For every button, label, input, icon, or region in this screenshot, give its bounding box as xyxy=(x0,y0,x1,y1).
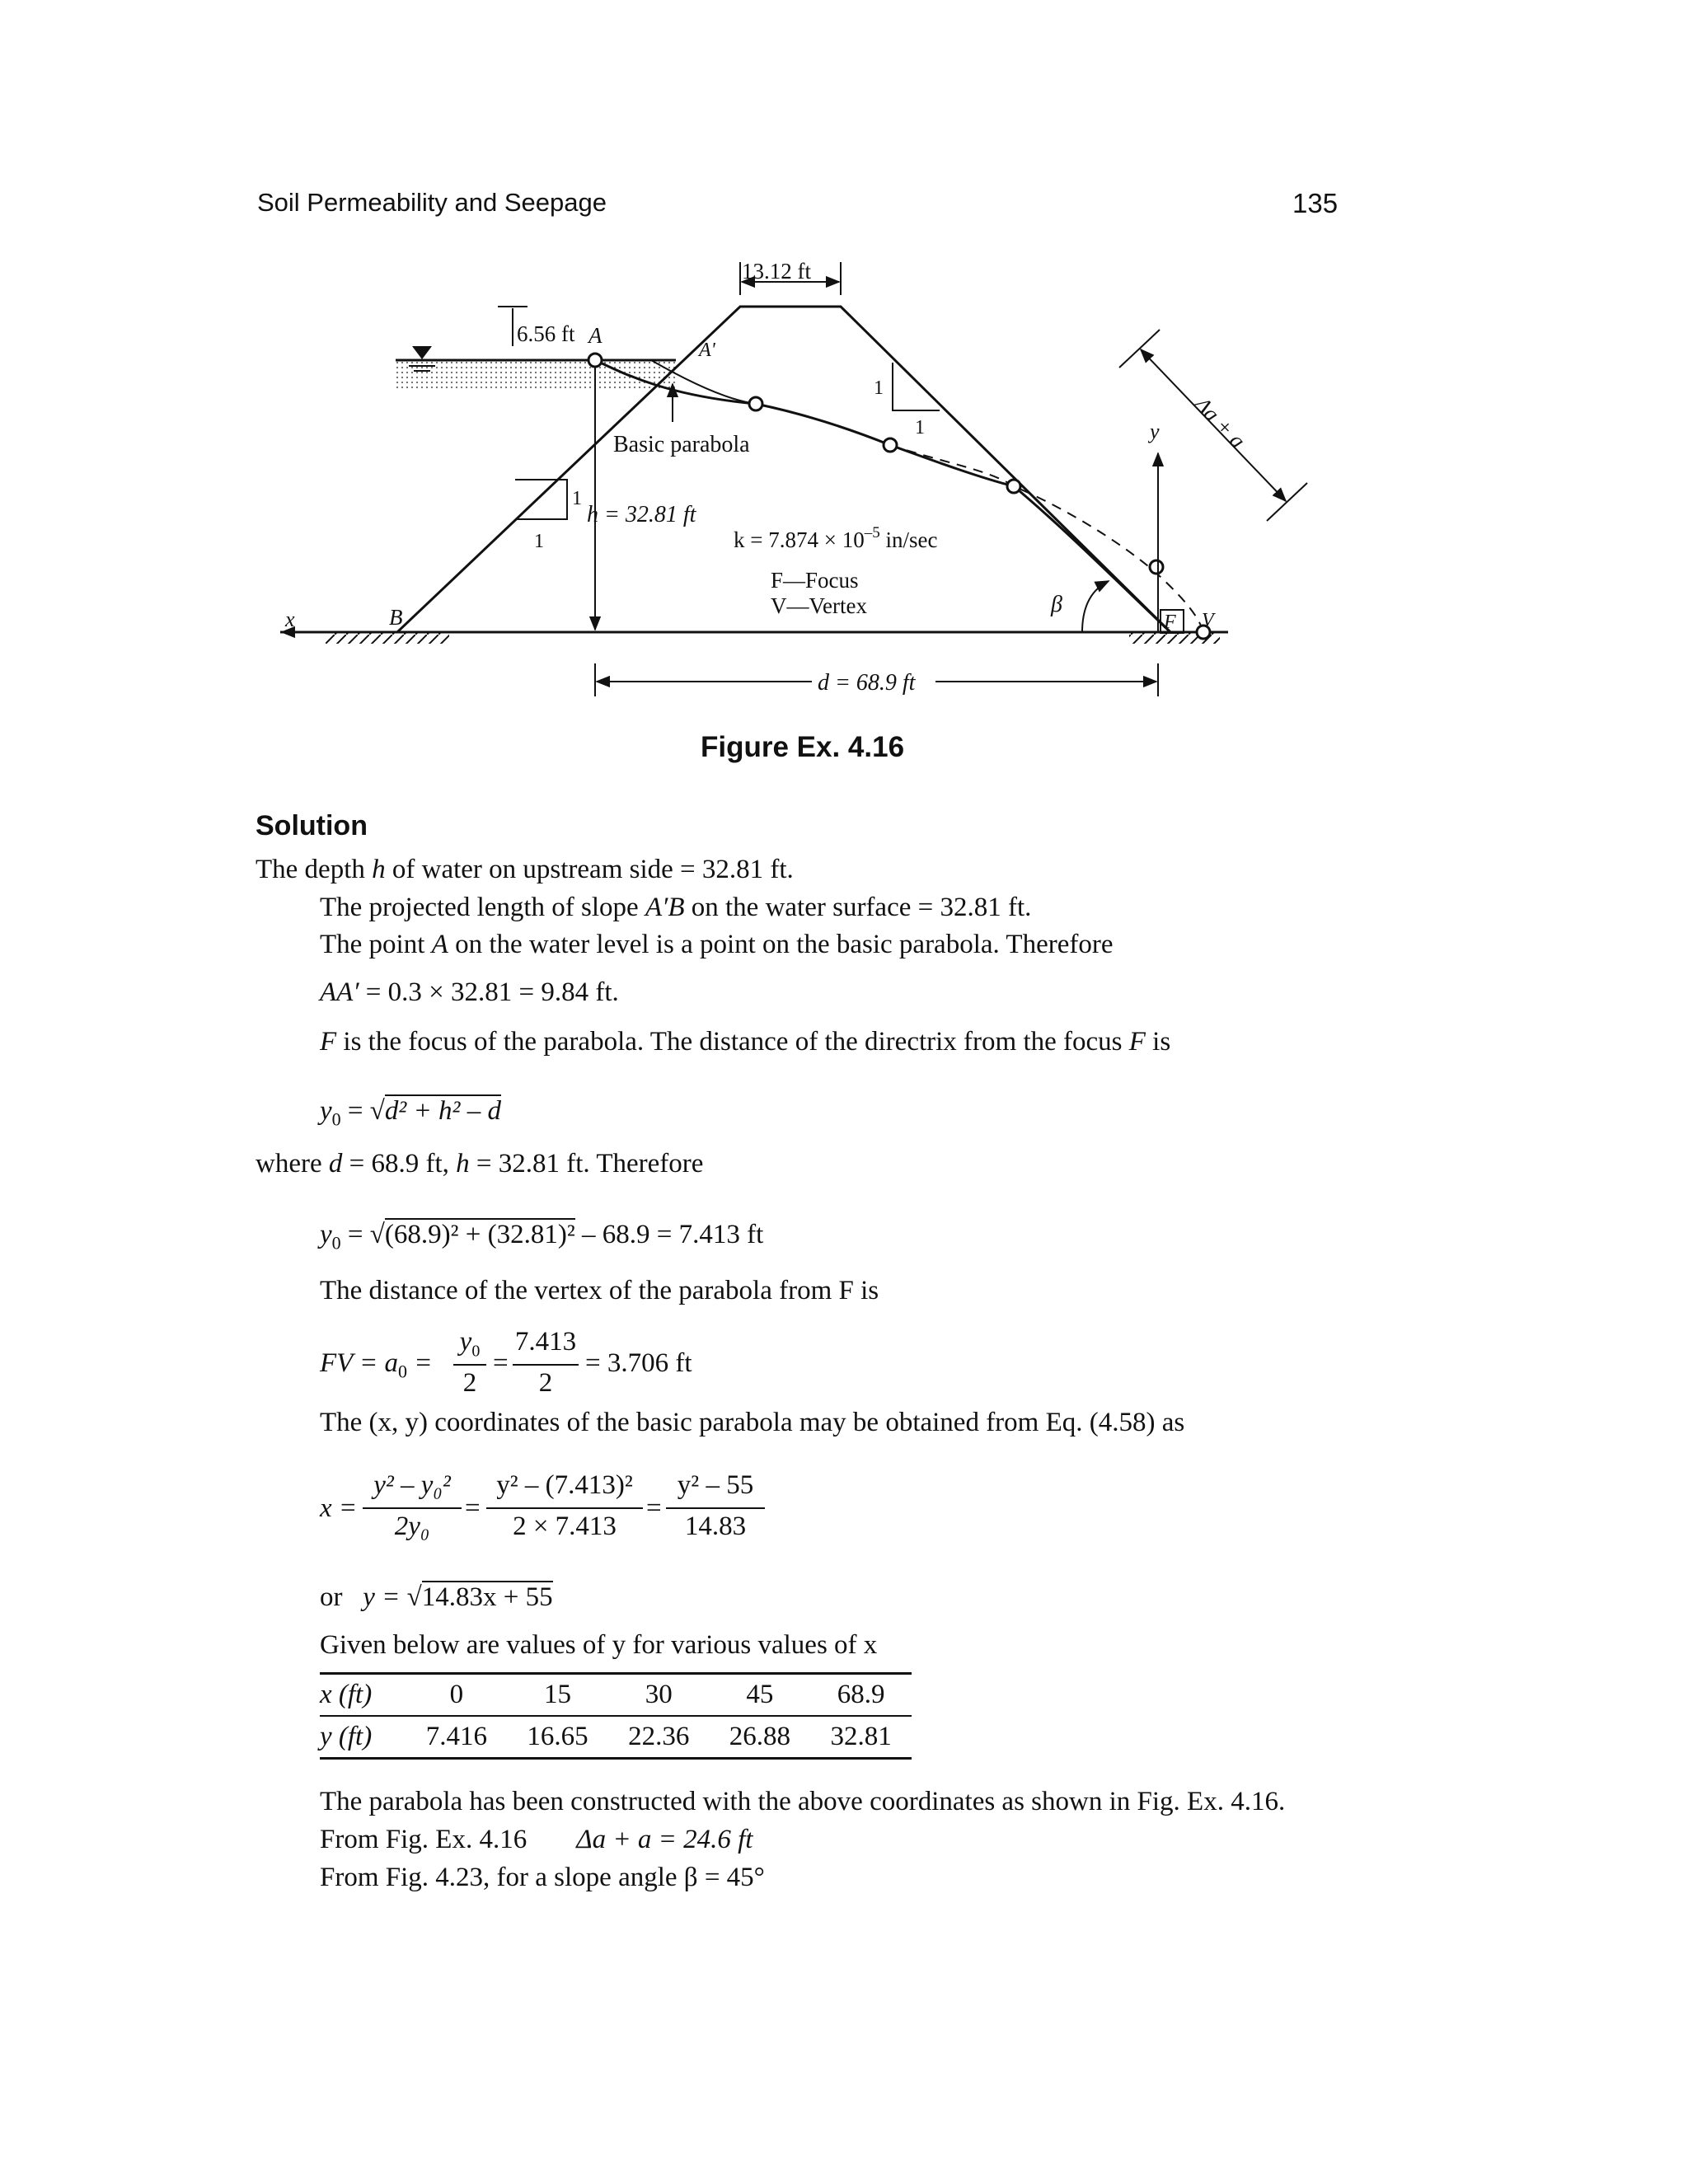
solution-heading: Solution xyxy=(256,810,368,841)
point-a-prime-label: A' xyxy=(699,340,715,361)
coordinates-table xyxy=(320,1672,912,1760)
equation-aa-prime: AA′ = 0.3 × 32.81 = 9.84 ft. xyxy=(320,977,619,1007)
ground-hatch-left xyxy=(326,633,449,644)
beta-angle-arc xyxy=(1082,581,1109,632)
d-dimension-label: d = 68.9 ft xyxy=(818,670,916,696)
paragraph-table-intro: Given below are values of y for various values of x xyxy=(320,1630,878,1660)
table-y-header: y (ft) xyxy=(320,1716,406,1759)
downstream-slope-triangle xyxy=(893,363,940,410)
parabola-point-4 xyxy=(1150,560,1163,574)
parabola-point-3 xyxy=(1007,480,1020,493)
water-level-symbol xyxy=(412,346,432,359)
permeability-label: $k = 7.874 \times 10^{-5}$ in/sec xyxy=(734,524,938,552)
equation-y-of-x: or y = √14.83x + 55 xyxy=(320,1582,553,1612)
table-cell: 0 xyxy=(406,1674,507,1717)
running-head: Soil Permeability and Seepage xyxy=(257,188,607,217)
x-axis-label: x xyxy=(285,607,295,631)
parabola-point-a xyxy=(588,354,602,367)
parabola-point-2 xyxy=(884,438,897,452)
crest-width-label: 13.12 ft xyxy=(742,259,811,284)
paragraph-vertex: The distance of the vertex of the parabola from F is xyxy=(320,1276,879,1305)
point-b-label: B xyxy=(389,605,403,630)
paragraph-focus: F is the focus of the parabola. The distance of the directrix from the focus F is xyxy=(320,1027,1171,1057)
basic-parabola-label: Basic parabola xyxy=(613,432,750,457)
point-a-label: A xyxy=(588,323,603,348)
upstream-slope-rise: 1 xyxy=(572,488,582,509)
table-row xyxy=(320,1716,912,1759)
table-cell: 32.81 xyxy=(810,1716,912,1759)
focus-legend: F—Focus xyxy=(771,568,859,593)
page-number: 135 xyxy=(1292,188,1339,218)
paragraph-point-a: The point A on the water level is a point on the basic parabola. Therefore xyxy=(320,930,1114,959)
paragraph-depth: The depth h of water on upstream side = 32.81 ft. xyxy=(256,855,794,884)
vertex-legend: V—Vertex xyxy=(771,593,867,618)
downstream-slope-run: 1 xyxy=(915,417,925,438)
paragraph-slope-angle: From Fig. 4.23, for a slope angle β = 45° xyxy=(320,1863,765,1892)
table-cell: 15 xyxy=(507,1674,608,1717)
table-cell: 16.65 xyxy=(507,1716,608,1759)
equation-y0-value: $y_0 = √(68.9)^2 + (32.81)^2 - 68.9 = 7.413$ ft xyxy=(320,1220,764,1254)
freeboard-label: 6.56 ft xyxy=(517,321,575,346)
reservoir-water xyxy=(396,360,676,390)
delta-a-label: Δa + a xyxy=(1189,391,1251,453)
paragraph-from-figure: From Fig. Ex. 4.16 Δa + a = 24.6 ft xyxy=(320,1825,753,1854)
paragraph-constructed: The parabola has been constructed with the above coordinates as shown in Fig. Ex. 4.16. xyxy=(320,1787,1286,1816)
table-x-header: x (ft) xyxy=(320,1674,406,1717)
table-cell: 26.88 xyxy=(710,1716,811,1759)
point-v-label: V xyxy=(1202,610,1214,631)
parabola-point-1 xyxy=(749,397,762,410)
table-cell: 68.9 xyxy=(810,1674,912,1717)
table-cell: 45 xyxy=(710,1674,811,1717)
head-label: h = 32.81 ft xyxy=(587,502,696,527)
paragraph-where: where d = 68.9 ft, h = 32.81 ft. Therefore xyxy=(256,1149,704,1179)
downstream-slope-rise: 1 xyxy=(874,377,884,399)
table-cell: 7.416 xyxy=(406,1716,507,1759)
dam-seepage-figure xyxy=(0,0,1688,725)
phreatic-line xyxy=(595,360,1170,632)
table-cell: 30 xyxy=(608,1674,710,1717)
point-f-label: F xyxy=(1164,612,1176,633)
table-row xyxy=(320,1674,912,1717)
table-cell: 22.36 xyxy=(608,1716,710,1759)
figure-caption: Figure Ex. 4.16 xyxy=(701,731,905,763)
paragraph-projected-length: The projected length of slope A′B on the water surface = 32.81 ft. xyxy=(320,893,1032,922)
y-axis-label: y xyxy=(1150,419,1160,443)
equation-y0-formula: $y_0 = √d^2 + h^2 - d$ xyxy=(320,1096,501,1130)
beta-label: β xyxy=(1051,592,1062,617)
paragraph-coordinates: The (x, y) coordinates of the basic parabola may be obtained from Eq. (4.58) as xyxy=(320,1408,1185,1437)
upstream-slope-run: 1 xyxy=(534,531,544,552)
